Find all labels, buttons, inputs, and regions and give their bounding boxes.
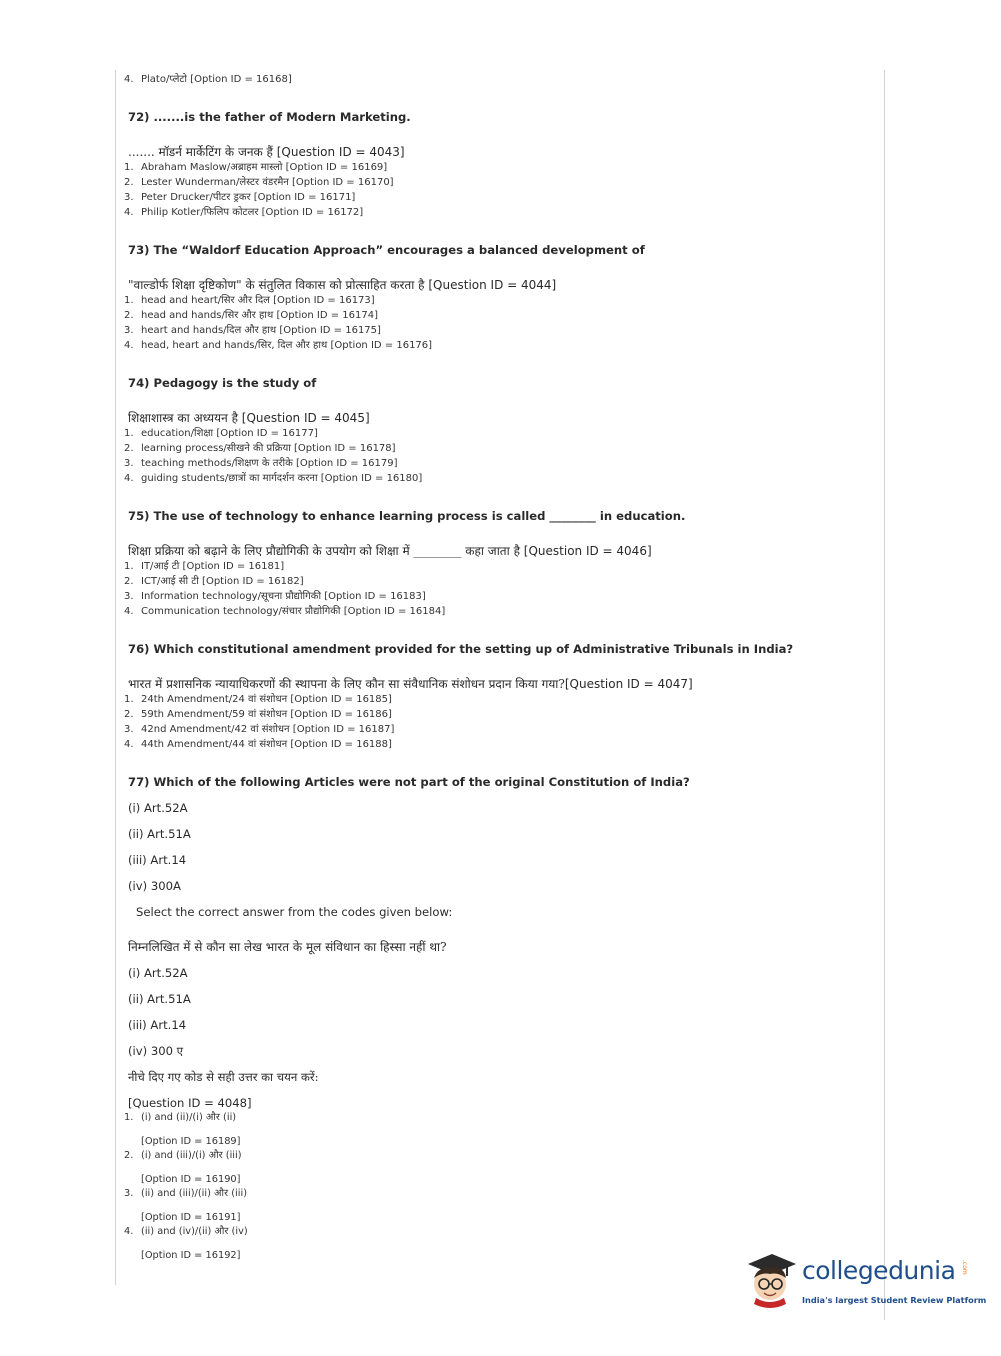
q73-hindi: "वाल्डोर्फ शिक्षा दृष्टिकोण" के संतुलित विकास को प्रोत्साहित करता है [Question ID = 4044] <box>128 278 557 292</box>
q77-hindi: निम्नलिखित में से कौन सा लेख भारत के मूल संविधान का हिस्सा नहीं था? <box>128 940 447 954</box>
q76-option-1: 1. 24th Amendment/24 वां संशोधन [Option ID = 16185] <box>124 694 392 705</box>
q77-english: 77) Which of the following Articles were not part of the original Constitution of India? <box>128 775 690 789</box>
q77-option-4: 4. (ii) and (iv)/(ii) और (iv) <box>124 1226 248 1237</box>
q77-option-2-id: [Option ID = 16190] <box>141 1174 241 1185</box>
q77-option-4-id: [Option ID = 16192] <box>141 1250 241 1261</box>
q75-hindi: शिक्षा प्रक्रिया को बढ़ाने के लिए प्रौद्योगिकी के उपयोग को शिक्षा में ________ कहा जाता है [Question ID = 4046] <box>128 544 652 558</box>
q75-option-1: 1. IT/आई टी [Option ID = 16181] <box>124 561 285 572</box>
question-id: [Question ID = 4044] <box>428 278 557 292</box>
logo-suffix: .com <box>961 1260 968 1275</box>
q74-option-1: 1. education/शिक्षा [Option ID = 16177] <box>124 428 318 439</box>
q73-option-2: 2. head and hands/सिर और हाथ [Option ID = 16174] <box>124 310 379 321</box>
right-border <box>884 70 885 1320</box>
q77-option-3: 3. (ii) and (iii)/(ii) और (iii) <box>124 1188 248 1199</box>
q77-option-1-id: [Option ID = 16189] <box>141 1136 241 1147</box>
q75-option-4: 4. Communication technology/संचार प्रौद्योगिकी [Option ID = 16184] <box>124 606 446 617</box>
mascot-icon <box>742 1248 802 1312</box>
q77-question-id: [Question ID = 4048] <box>128 1096 252 1110</box>
question-id: [Question ID = 4047] <box>564 677 693 691</box>
q73-option-4: 4. head, heart and hands/सिर, दिल और हाथ [Option ID = 16176] <box>124 340 433 351</box>
q77-en-item-2: (ii) Art.51A <box>128 827 191 841</box>
q72-option-4: 4. Philip Kotler/फिलिप कोटलर [Option ID = 16172] <box>124 207 364 218</box>
question-id: [Question ID = 4043] <box>276 145 405 159</box>
question-id: [Question ID = 4046] <box>523 544 652 558</box>
q74-option-3: 3. teaching methods/शिक्षण के तरीके [Option ID = 16179] <box>124 458 398 469</box>
q73-option-3: 3. heart and hands/दिल और हाथ [Option ID = 16175] <box>124 325 381 336</box>
q75-option-3: 3. Information technology/सूचना प्रौद्योगिकी [Option ID = 16183] <box>124 591 426 602</box>
q75-english: 75) The use of technology to enhance learning process is called ________ in education. <box>128 509 686 523</box>
q77-en-select: Select the correct answer from the codes given below: <box>136 905 453 919</box>
q77-option-1: 1. (i) and (ii)/(i) और (ii) <box>124 1112 237 1123</box>
q72-english: 72) .......is the father of Modern Marketing. <box>128 110 411 124</box>
q72-option-3: 3. Peter Drucker/पीटर ड्रकर [Option ID = 16171] <box>124 192 356 203</box>
q77-en-item-1: (i) Art.52A <box>128 801 188 815</box>
q77-hi-item-1: (i) Art.52A <box>128 966 188 980</box>
q77-hi-item-2: (ii) Art.51A <box>128 992 191 1006</box>
q74-option-2: 2. learning process/सीखने की प्रक्रिया [Option ID = 16178] <box>124 443 396 454</box>
prev-option: 4. Plato/प्लेटो [Option ID = 16168] <box>124 74 292 85</box>
q72-option-2: 2. Lester Wunderman/लेस्टर वंडरमैन [Option ID = 16170] <box>124 177 394 188</box>
left-border <box>115 70 116 1285</box>
q74-option-4: 4. guiding students/छात्रों का मार्गदर्शन करना [Option ID = 16180] <box>124 473 423 484</box>
question-paper <box>124 72 864 1263</box>
q77-en-item-4: (iv) 300A <box>128 879 181 893</box>
q74-hindi: शिक्षाशास्त्र का अध्ययन है [Question ID = 4045] <box>128 411 370 425</box>
q72-option-1: 1. Abraham Maslow/अब्राहम मास्लो [Option ID = 16169] <box>124 162 388 173</box>
q72-hindi: ....... मॉडर्न मार्केटिंग के जनक हैं [Question ID = 4043] <box>128 145 405 159</box>
q77-hi-select: नीचे दिए गए कोड से सही उत्तर का चयन करें: <box>128 1070 319 1084</box>
q77-option-2: 2. (i) and (iii)/(i) और (iii) <box>124 1150 242 1161</box>
logo-tagline: India's largest Student Review Platform <box>802 1295 987 1305</box>
q73-option-1: 1. head and heart/सिर और दिल [Option ID = 16173] <box>124 295 375 306</box>
q76-option-4: 4. 44th Amendment/44 वां संशोधन [Option ID = 16188] <box>124 739 392 750</box>
q77-option-3-id: [Option ID = 16191] <box>141 1212 241 1223</box>
q76-option-2: 2. 59th Amendment/59 वां संशोधन [Option ID = 16186] <box>124 709 392 720</box>
q74-english: 74) Pedagogy is the study of <box>128 376 317 390</box>
q76-option-3: 3. 42nd Amendment/42 वां संशोधन [Option ID = 16187] <box>124 724 395 735</box>
q76-english: 76) Which constitutional amendment provided for the setting up of Administrative Tribunals in India? <box>128 642 794 656</box>
logo-name: collegedunia <box>802 1256 956 1285</box>
q75-option-2: 2. ICT/आई सी टी [Option ID = 16182] <box>124 576 304 587</box>
question-id: [Question ID = 4045] <box>241 411 370 425</box>
q77-en-item-3: (iii) Art.14 <box>128 853 187 867</box>
q77-hi-item-4: (iv) 300 ए <box>128 1044 184 1058</box>
q76-hindi: भारत में प्रशासनिक न्यायाधिकरणों की स्थापना के लिए कौन सा संवैधानिक संशोधन प्रदान किया गया?[Question ID = 4047] <box>128 677 693 691</box>
q77-hi-item-3: (iii) Art.14 <box>128 1018 187 1032</box>
q73-english: 73) The “Waldorf Education Approach” encourages a balanced development of <box>128 243 645 257</box>
collegedunia-logo[interactable] <box>742 1248 987 1312</box>
